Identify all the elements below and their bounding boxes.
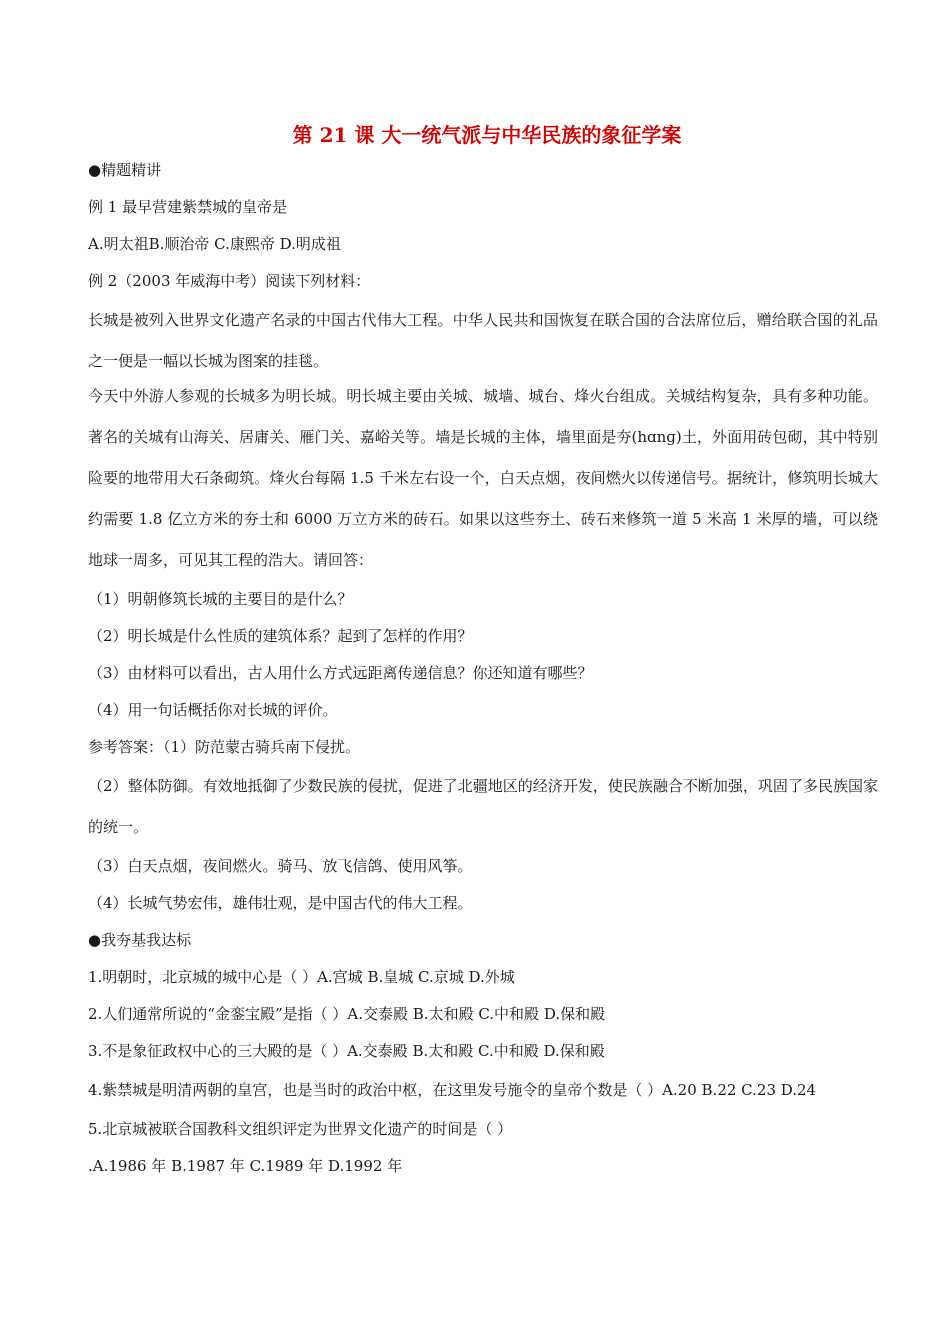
exercise-item: .A.1986 年 B.1987 年 C.1989 年 D.1992 年 xyxy=(88,1157,403,1175)
example1-question: 例 1 最早营建紫禁城的皇帝是 xyxy=(88,198,288,216)
document-page xyxy=(88,118,878,1185)
material-paragraph-1: 长城是被列入世界文化遗产名录的中国古代伟大工程。中华人民共和国恢复在联合国的合法席位后，赠给联合国的礼品之一便是一幅以长城为图案的挂毯。 xyxy=(88,311,878,370)
question-3: （3）由材料可以看出，古人用什么方式远距离传递信息？你还知道有哪些？ xyxy=(88,664,593,682)
answer-4: （4）长城气势宏伟，雄伟壮观，是中国古代的伟大工程。 xyxy=(88,894,473,912)
answer-1: 参考答案：（1）防范蒙古骑兵南下侵扰。 xyxy=(88,738,361,756)
answer-2: （2）整体防御。有效地抵御了少数民族的侵扰，促进了北疆地区的经济开发，使民族融合不断加强，巩固了多民族国家的统一。 xyxy=(88,777,878,836)
exercise-item: 2.人们通常所说的“金銮宝殿”是指（ ）A.交泰殿 B.太和殿 C.中和殿 D.保和殿 xyxy=(88,1005,606,1023)
exercise-item: 1.明朝时，北京城的城中心是（ ）A.宫城 B.皇城 C.京城 D.外城 xyxy=(88,968,515,986)
exercise-item: 3.不是象征政权中心的三大殿的是（ ）A.交泰殿 B.太和殿 C.中和殿 D.保和殿 xyxy=(88,1042,605,1060)
example1-options: A.明太祖B.顺治帝 C.康熙帝 D.明成祖 xyxy=(88,235,341,253)
exercise-item: 4.紫禁城是明清两朝的皇宫，也是当时的政治中枢，在这里发号施令的皇帝个数是（ ）A.20 B.22 C.23 D.24 xyxy=(88,1081,817,1099)
page-title: 第 21 课 大一统气派与中华民族的象征学案 xyxy=(292,123,682,147)
section-heading-basic: ●我夯基我达标 xyxy=(88,931,192,949)
question-4: （4）用一句话概括你对长城的评价。 xyxy=(88,701,338,719)
material-paragraph-2: 今天中外游人参观的长城多为明长城。明长城主要由关城、城墙、城台、烽火台组成。关城结构复杂，具有多种功能。著名的关城有山海关、居庸关、雁门关、嘉峪关等。墙是长城的主体，墙里面是夯(hɑnɡ)土，外面用砖包砌，其中特别险要的地带用大石条砌筑。烽火台每隔 1.5 千米左右设一个，白天点烟，夜间燃火以传递信号。据统计，修筑明长城大约需要 1.8 亿立方米的夯土和 6000 万立方米的砖石。如果以这些夯土、砖石来修筑一道 5 米高 1 米厚的墙，可以绕地球一周多，可见其工程的浩大。请回答： xyxy=(88,387,878,569)
example2-intro: 例 2（2003 年威海中考）阅读下列材料： xyxy=(88,272,371,290)
question-1: （1）明朝修筑长城的主要目的是什么？ xyxy=(88,590,353,608)
section-heading-practice: ●精题精讲 xyxy=(88,161,162,179)
answer-3: （3）白天点烟，夜间燃火。骑马、放飞信鸽、使用风筝。 xyxy=(88,857,473,875)
exercise-item: 5.北京城被联合国教科文组织评定为世界文化遗产的时间是（ ） xyxy=(88,1120,513,1138)
question-2: （2）明长城是什么性质的建筑体系？起到了怎样的作用？ xyxy=(88,627,473,645)
